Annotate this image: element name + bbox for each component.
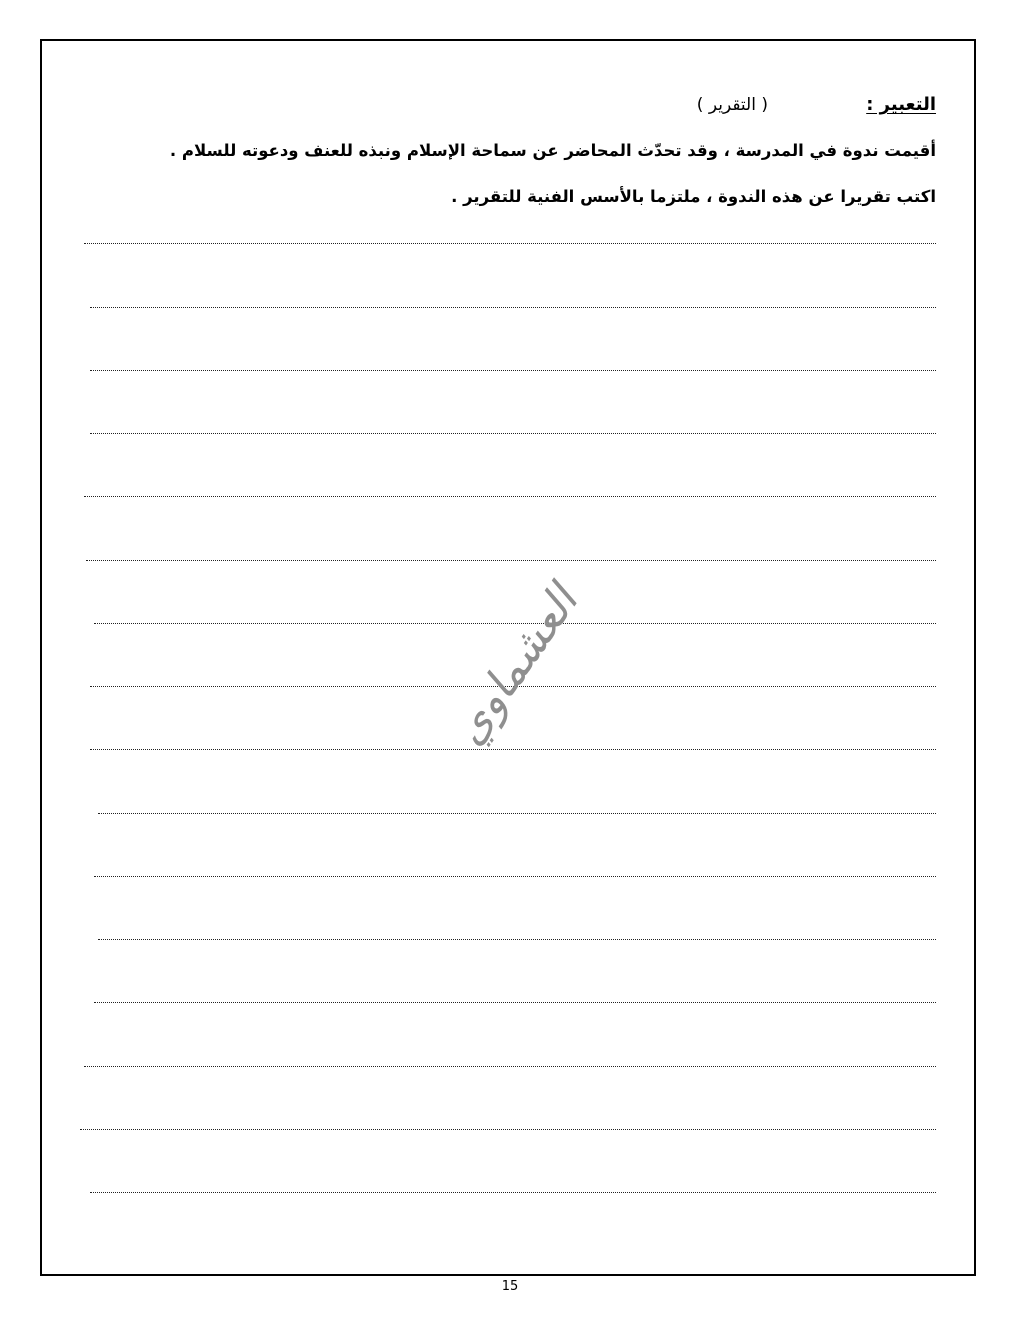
page-number: 15 [501, 1279, 519, 1294]
answer-line[interactable] [90, 749, 936, 750]
section-heading: التعبير : [866, 94, 936, 115]
answer-line[interactable] [90, 433, 936, 434]
answer-line[interactable] [94, 1002, 936, 1003]
answer-line[interactable] [84, 1066, 936, 1067]
answer-line[interactable] [84, 496, 936, 497]
watermark-signature: العشماوي [442, 576, 589, 755]
answer-line[interactable] [94, 876, 936, 877]
answer-line[interactable] [90, 370, 936, 371]
prompt-line-2: اكتب تقريرا عن هذه الندوة ، ملتزما بالأسس الفنية للتقرير . [451, 187, 936, 206]
answer-line[interactable] [90, 307, 936, 308]
answer-line[interactable] [80, 1129, 936, 1130]
answer-line[interactable] [98, 813, 936, 814]
section-subtitle: ( التقرير ) [696, 95, 768, 115]
answer-line[interactable] [90, 1192, 936, 1193]
answer-line[interactable] [98, 939, 936, 940]
answer-line[interactable] [86, 560, 936, 561]
prompt-line-1: أقيمت ندوة في المدرسة ، وقد تحدّث المحاضر عن سماحة الإسلام ونبذه للعنف ودعوته للسلام . [169, 141, 936, 160]
answer-line[interactable] [84, 243, 936, 244]
